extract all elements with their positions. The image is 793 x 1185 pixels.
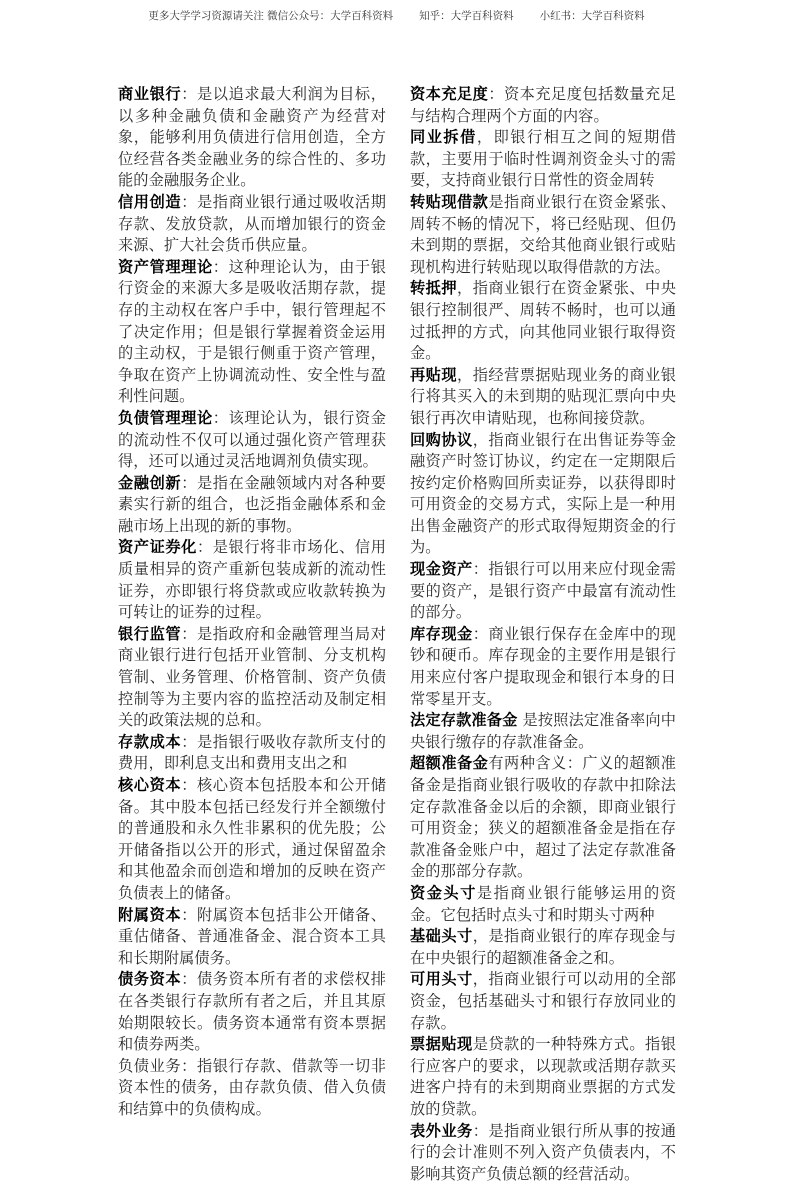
- glossary-entry: [410, 969, 676, 1034]
- entry-term: 同业拆借: [410, 128, 477, 146]
- page-header: [0, 8, 793, 23]
- entry-term: 资产管理理论: [118, 258, 213, 276]
- entry-definition: 是指商业银行在资金紧张、周转不畅的情况下，将已经贴现、但仍未到期的票据，交给其他商业银行或贴现机构进行转贴现以取得借款的方法。: [410, 193, 676, 276]
- entry-definition: 指银行可以用来应付现金需要的资产，是银行资产中最富有流动性的部分。: [410, 560, 676, 621]
- entry-separator: ：: [181, 733, 197, 751]
- entry-separator: ：: [181, 85, 197, 103]
- entry-separator: ：: [473, 625, 489, 643]
- entry-definition: 核心资本包括股本和公开储备。其中股本包括已经发行并全额缴付的普通股和永久性非累积的优先股；公开储备指以公开的形式，通过保留盈余和其他盈余而创造和增加的反映在资产负债表上的储备。: [118, 776, 386, 902]
- right-column: [410, 84, 676, 1185]
- glossary-entry: [410, 559, 676, 624]
- entry-term: 基础头寸: [410, 927, 473, 945]
- entry-separator: ：: [181, 193, 197, 211]
- entry-term: 银行监管: [118, 625, 181, 643]
- header-xiaohongshu-text: 小红书：大学百科资料: [540, 8, 645, 23]
- entry-term: 转抵押: [410, 279, 457, 297]
- glossary-entry: [410, 127, 676, 192]
- glossary-entry: [410, 84, 676, 127]
- entry-definition: 是以追求最大利润为目标，以多种金融负债和金融资产为经营对象，能够利用负债进行信用创造，全方位经营各类金融业务的综合性的、多功能的金融服务企业。: [118, 85, 386, 189]
- glossary-entry: [410, 1121, 676, 1185]
- glossary-entry: [118, 732, 386, 775]
- entry-separator: ：: [181, 776, 197, 794]
- entry-separator: ：: [181, 970, 197, 988]
- entry-definition: 指商业银行在出售证券等金融资产时签订协议，约定在一定期限后按约定价格购回所卖证券，以获得即时可用资金的交易方式，实际上是一种用出售金融资产的形式取得短期资金的行为。: [410, 431, 676, 557]
- glossary-entry: [118, 1056, 386, 1121]
- entry-separator: ：: [181, 474, 197, 492]
- entry-definition: 债务资本所有者的求偿权排在各类银行存款所有者之后，并且其原始期限较长。债务资本通常有资本票据和债券两类。: [118, 970, 386, 1053]
- glossary-entry: [118, 905, 386, 970]
- glossary-entry: [410, 710, 676, 753]
- entry-definition: 指商业银行可以动用的全部资金，包括基础头寸和银行存放同业的存款。: [410, 970, 676, 1031]
- entry-separator: ，: [473, 431, 489, 449]
- entry-definition: 是指银行吸收存款所支付的费用，即利息支出和费用支出之和: [118, 733, 386, 773]
- entry-separator: ，: [473, 927, 489, 945]
- entry-definition: 附属资本包括非公开储备、重估储备、普通准备金、混合资本工具和长期附属债务。: [118, 906, 386, 967]
- entry-definition: 是银行将非市场化、信用质量相异的资产重新包装成新的流动性证券，亦即银行将贷款或应收款转换为可转让的证券的过程。: [118, 538, 386, 621]
- entry-definition: 这种理论认为，由于银行资金的来源大多是吸收活期存款，提存的主动权在客户手中，银行管理起不了决定作用；但是银行掌握着资金运用的主动权，于是银行侧重于资产管理，争取在资产上协调流动性、安全性与盈利性问题。: [118, 258, 386, 406]
- entry-definition: 有两种含义：广义的超额准备金是指商业银行吸收的存款中扣除法定存款准备金以后的余额，即商业银行可用资金；狭义的超额准备金是指在存款准备金账户中，超过了法定存款准备金的那部分存款。: [410, 754, 676, 880]
- glossary-entry: [410, 278, 676, 364]
- glossary-entry: [410, 365, 676, 430]
- entry-term: 票据贴现: [410, 1035, 473, 1053]
- glossary-entry: [118, 473, 386, 538]
- entry-separator: ，: [457, 279, 473, 297]
- glossary-entry: [410, 1034, 676, 1120]
- entry-term: 再贴现: [410, 366, 457, 384]
- entry-term: 金融创新: [118, 474, 181, 492]
- glossary-entry: [118, 192, 386, 257]
- entry-separator: ：: [213, 409, 229, 427]
- entry-term: 回购协议: [410, 431, 473, 449]
- entry-definition: 即银行相互之间的短期借款，主要用于临时性调剂资金头寸的需要，支持商业银行日常性的资金周转: [410, 128, 676, 189]
- entry-definition: 是指商业银行能够运用的资金。它包括时点头寸和时期头寸两种: [410, 884, 676, 924]
- entry-separator: ：: [473, 560, 489, 578]
- entry-term: 资金头寸: [410, 884, 477, 902]
- entry-term: 转贴现借款: [410, 193, 488, 211]
- entry-separator: ：: [213, 258, 229, 276]
- entry-term: 核心资本: [118, 776, 181, 794]
- glossary-entry: [410, 883, 676, 926]
- entry-definition: 是指商业银行所从事的按通行的会计准则不列入资产负债表内，不影响其资产负债总额的经营活动。: [410, 1122, 676, 1183]
- entry-separator: ，: [457, 366, 473, 384]
- glossary-entry: [410, 624, 676, 710]
- entry-definition: 商业银行保存在金库中的现钞和硬币。库存现金的主要作用是银行用来应付客户提取现金和银行本身的日常零星开支。: [410, 625, 676, 708]
- entry-definition: 负债业务：指银行存款、借款等一切非资本性的债务，由存款负债、借入负债和结算中的负债构成。: [118, 1057, 386, 1118]
- entry-definition: 是按照法定准备率向中央银行缴存的存款准备金。: [410, 711, 676, 751]
- entry-separator: ：: [488, 85, 504, 103]
- entry-definition: 指经营票据贴现业务的商业银行将其买入的未到期的贴现汇票向中央银行再次申请贴现，也称间接贷款。: [410, 366, 676, 427]
- glossary-entry: [410, 192, 676, 278]
- entry-definition: 是贷款的一种特殊方式。指银行应客户的要求，以现款或活期存款买进客户持有的未到期商业票据的方式发放的贷款。: [410, 1035, 676, 1118]
- entry-term: 信用创造: [118, 193, 181, 211]
- entry-term: 商业银行: [118, 85, 181, 103]
- glossary-entry: [118, 969, 386, 1055]
- entry-separator: ：: [181, 625, 197, 643]
- entry-separator: ，: [477, 128, 494, 146]
- entry-term: 现金资产: [410, 560, 473, 578]
- entry-term: 可用头寸: [410, 970, 473, 988]
- glossary-entry: [118, 537, 386, 623]
- glossary-entry: [410, 430, 676, 560]
- entry-term: 附属资本: [118, 906, 181, 924]
- glossary-entry: [118, 408, 386, 473]
- entry-definition: 是指商业银行的库存现金与在中央银行的超额准备金之和。: [410, 927, 676, 967]
- entry-separator: ：: [197, 538, 213, 556]
- entry-term: 存款成本: [118, 733, 181, 751]
- header-wechat-text: 更多大学学习资源请关注 微信公众号：大学百科资料: [148, 8, 393, 23]
- entry-term: 资本充足度: [410, 85, 488, 103]
- entry-term: 债务资本: [118, 970, 181, 988]
- glossary-entry: [118, 257, 386, 408]
- glossary-entry: [410, 753, 676, 883]
- left-column: [118, 84, 386, 1121]
- glossary-entry: [410, 926, 676, 969]
- entry-term: 超额准备金: [410, 754, 488, 772]
- entry-term: 库存现金: [410, 625, 473, 643]
- entry-term: 法定存款准备金: [410, 711, 518, 729]
- entry-separator: ，: [473, 970, 489, 988]
- entry-definition: 指商业银行在资金紧张、中央银行控制很严、周转不畅时，也可以通过抵押的方式，向其他同业银行取得资金。: [410, 279, 676, 362]
- entry-separator: ：: [473, 1122, 489, 1140]
- entry-definition: 资本充足度包括数量充足与结构合理两个方面的内容。: [410, 85, 676, 125]
- entry-term: 表外业务: [410, 1122, 473, 1140]
- entry-term: 负债管理理论: [118, 409, 213, 427]
- entry-term: 资产证券化: [118, 538, 197, 556]
- glossary-entry: [118, 624, 386, 732]
- entry-definition: 是指政府和金融管理当局对商业银行进行包括开业管制、分支机构管制、业务管理、价格管制、资产负债控制等为主要内容的监控活动及制定相关的政策法规的总和。: [118, 625, 386, 729]
- entry-separator: ：: [181, 906, 197, 924]
- header-zhihu-text: 知乎：大学百科资料: [419, 8, 514, 23]
- entry-definition: 是指商业银行通过吸收活期存款、发放贷款，从而增加银行的资金来源、扩大社会货币供应量。: [118, 193, 386, 254]
- glossary-entry: [118, 84, 386, 192]
- entry-definition: 该理论认为，银行资金的流动性不仅可以通过强化资产管理获得，还可以通过灵活地调剂负债实现。: [118, 409, 386, 470]
- entry-definition: 是指在金融领域内对各种要素实行新的组合，也泛指金融体系和金融市场上出现的新的事物。: [118, 474, 386, 535]
- glossary-entry: [118, 775, 386, 905]
